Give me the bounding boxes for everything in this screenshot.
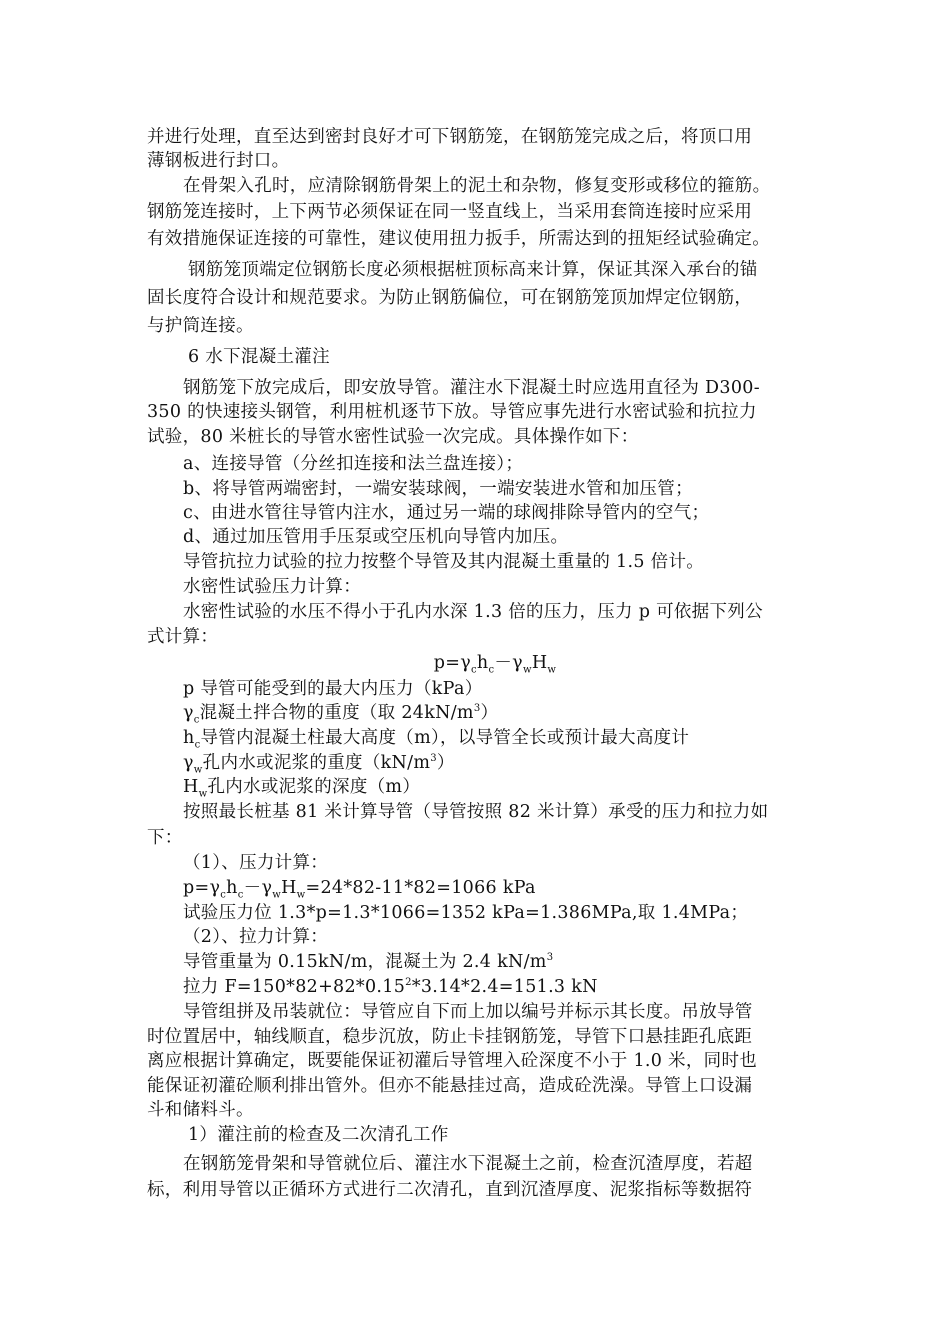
- text-line: 导管抗拉力试验的拉力按整个导管及其内混凝土重量的 1.5 倍计。: [183, 552, 705, 572]
- calc-line: 拉力 $F=150*82+82*0.15^2*3.14*2.4=151.3$ kN: [183, 977, 598, 997]
- text-line: 时位置居中，轴线顺直，稳步沉放，防止卡挂钢筋笼，导管下口悬挂距孔底距: [147, 1027, 753, 1047]
- calc-line: 导管重量为 0.15kN/m，混凝土为 2.4 $kN/m^3$: [183, 952, 554, 972]
- text-line: 在骨架入孔时，应清除钢筋骨架上的泥土和杂物，修复变形或移位的箍筋。: [183, 176, 771, 196]
- subheading: （1）、压力计算：: [183, 853, 329, 873]
- text-line: 钢筋笼连接时，上下两节必须保证在同一竖直线上，当采用套筒连接时应采用: [147, 202, 753, 222]
- text-line: 350 的快速接头钢管，利用桩机逐节下放。导管应事先进行水密试验和抗拉力: [147, 402, 757, 422]
- text-line: 式计算：: [147, 627, 219, 647]
- text-line: 与护筒连接。: [147, 316, 254, 336]
- text-line: 水密性试验压力计算：: [183, 577, 361, 597]
- definition-line: $h_c$导管内混凝土柱最大高度（m），以导管全长或预计最大高度计: [183, 728, 690, 751]
- text-line: 钢筋笼顶端定位钢筋长度必须根据桩顶标高来计算，保证其深入承台的锚: [188, 260, 758, 280]
- text-line: 水密性试验的水压不得小于孔内水深 1.3 倍的压力，压力 p 可依据下列公: [183, 602, 763, 622]
- section-heading: 1）灌注前的检查及二次清孔工作: [188, 1125, 449, 1145]
- definition-line: $\gamma_w$孔内水或泥浆的重度$(kN/m^3)$: [183, 753, 455, 776]
- list-item: a、连接导管（分丝扣连接和法兰盘连接）；: [183, 454, 524, 474]
- text-line: 在钢筋笼骨架和导管就位后、灌注水下混凝土之前，检查沉渣厚度，若超: [183, 1154, 753, 1174]
- text-line: 斗和储料斗。: [147, 1100, 254, 1120]
- text-line: 标，利用导管以正循环方式进行二次清孔，直到沉渣厚度、泥浆指标等数据符: [147, 1180, 753, 1200]
- text-line: 能保证初灌砼顺利排出管外。但亦不能悬挂过高，造成砼洗澡。导管上口设漏: [147, 1076, 753, 1096]
- text-line: 离应根据计算确定，既要能保证初灌后导管埋入砼深度不小于 1.0 米，同时也: [147, 1051, 758, 1071]
- subheading: （2）、拉力计算：: [183, 927, 329, 947]
- text-line: 固长度符合设计和规范要求。为防止钢筋偏位，可在钢筋笼顶加焊定位钢筋，: [147, 288, 753, 308]
- text-line: 按照最长桩基 81 米计算导管（导管按照 82 米计算）承受的压力和拉力如: [183, 802, 769, 822]
- calc-line: 试验压力位 1.3*p=1.3*1066=1352 kPa=1.386MPa,取 1.4MPa；: [183, 903, 749, 923]
- text-line: 薄钢板进行封口。: [147, 151, 290, 171]
- text-line: 有效措施保证连接的可靠性，建议使用扭力扳手，所需达到的扭矩经试验确定。: [147, 229, 770, 249]
- text-line: 下：: [147, 828, 183, 848]
- text-line: 试验，80 米桩长的导管水密性试验一次完成。具体操作如下：: [147, 427, 639, 447]
- text-line: 并进行处理，直至达到密封良好才可下钢筋笼，在钢筋笼完成之后，将顶口用: [147, 127, 753, 147]
- text-line: 钢筋笼下放完成后，即安放导管。灌注水下混凝土时应选用直径为 D300-: [183, 378, 760, 398]
- definition-line: $\gamma_c$混凝土拌合物的重度（取 $24kN/m^3$）: [183, 703, 499, 726]
- list-item: c、由进水管往导管内注水，通过另一端的球阀排除导管内的空气；: [183, 503, 710, 523]
- list-item: b、将导管两端密封，一端安装球阀，一端安装进水管和加压管；: [183, 479, 693, 499]
- list-item: d、通过加压管用手压泵或空压机向导管内加压。: [183, 527, 569, 547]
- formula: $p=\gamma_ch_c-\gamma_wH_w$: [433, 653, 557, 676]
- calc-line: $p=\gamma_ch_c-\gamma_wH_w=24*82-11*82=1066$ kPa: [183, 878, 536, 901]
- text-line: 导管组拼及吊装就位：导管应自下而上加以编号并标示其长度。吊放导管: [183, 1002, 753, 1022]
- definition-line: p 导管可能受到的最大内压力（kPa）: [183, 679, 483, 699]
- definition-line: $H_w$孔内水或泥浆的深度（m）: [183, 777, 421, 800]
- section-heading: 6 水下混凝土灌注: [188, 347, 330, 367]
